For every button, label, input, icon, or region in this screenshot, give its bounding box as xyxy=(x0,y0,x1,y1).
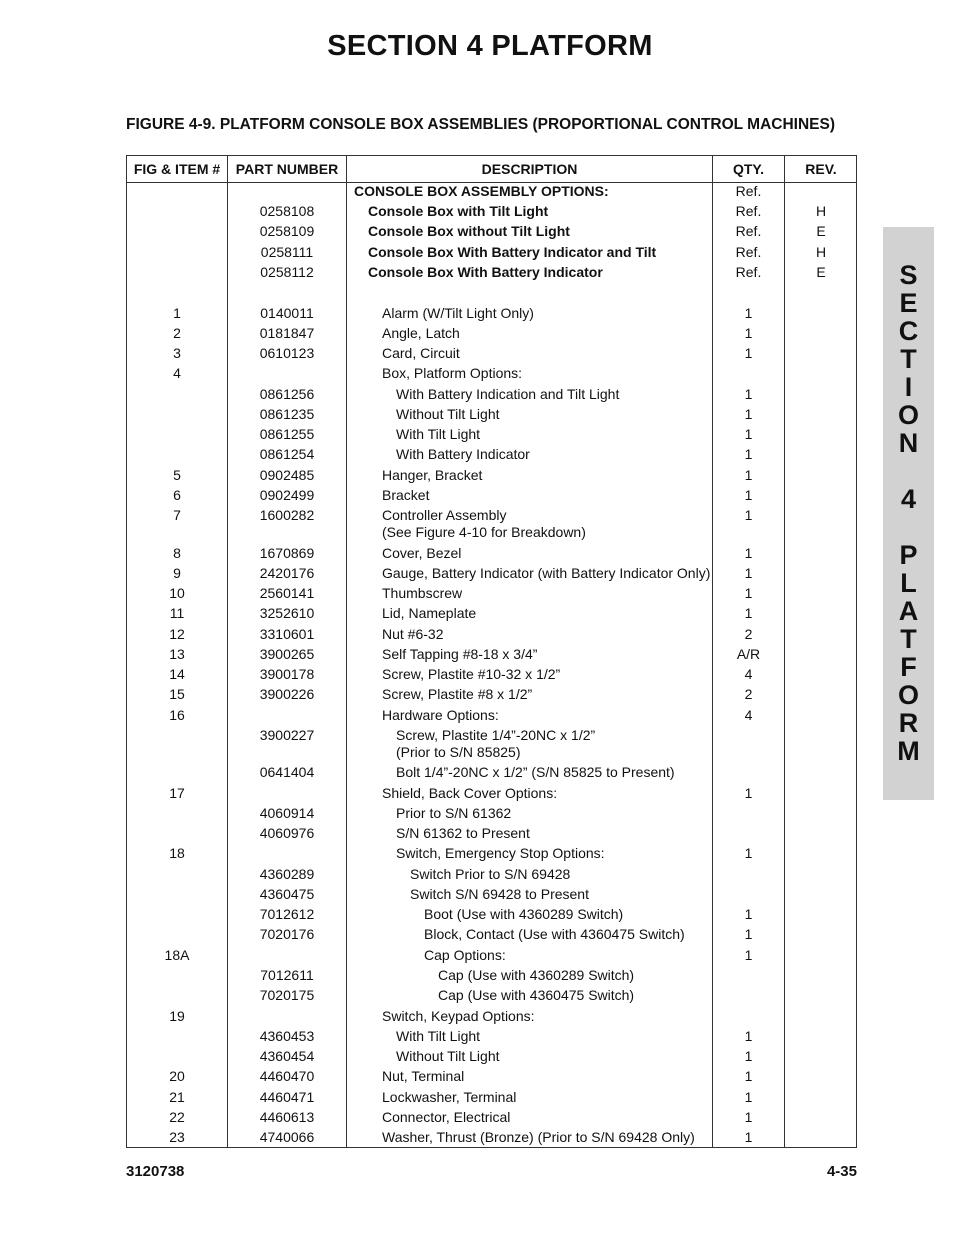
cell-part-number: 0258112 xyxy=(260,264,314,280)
column-divider xyxy=(784,156,785,1147)
cell-qty: Ref. xyxy=(735,223,762,239)
cell-qty: 4 xyxy=(744,707,753,723)
figure-title: FIGURE 4-9. PLATFORM CONSOLE BOX ASSEMBLIES (PROPORTIONAL CONTROL MACHINES) xyxy=(126,116,836,133)
cell-description: With Tilt Light xyxy=(396,1028,481,1044)
cell-description: Console Box With Battery Indicator xyxy=(368,264,603,280)
cell-fig-item: 5 xyxy=(173,467,181,483)
cell-qty: Ref. xyxy=(735,264,762,280)
cell-qty: 1 xyxy=(744,1109,753,1125)
section-title: SECTION 4 PLATFORM xyxy=(327,30,653,62)
cell-description: Screw, Plastite #8 x 1/2” xyxy=(382,686,533,702)
cell-description: Thumbscrew xyxy=(382,585,463,601)
cell-description: Nut #6-32 xyxy=(382,626,444,642)
cell-fig-item: 17 xyxy=(169,785,185,801)
cell-part-number: 7012612 xyxy=(259,906,315,922)
column-divider xyxy=(346,156,347,1147)
cell-description: Cover, Bezel xyxy=(382,545,462,561)
cell-description: With Battery Indicator xyxy=(396,446,530,462)
cell-qty: 1 xyxy=(744,386,753,402)
cell-description: Switch, Emergency Stop Options: xyxy=(396,845,605,861)
cell-fig-item: 21 xyxy=(169,1089,185,1105)
section-side-tab xyxy=(883,227,934,800)
cell-fig-item: 2 xyxy=(173,325,181,341)
cell-fig-item: 12 xyxy=(169,626,185,642)
cell-fig-item: 20 xyxy=(169,1068,185,1084)
cell-part-number: 0902485 xyxy=(259,467,315,483)
cell-part-number: 7020175 xyxy=(259,987,315,1003)
cell-qty: 1 xyxy=(744,1028,753,1044)
cell-part-number: 0902499 xyxy=(259,487,315,503)
cell-part-number: 0861256 xyxy=(259,386,315,402)
cell-description: Cap (Use with 4360475 Switch) xyxy=(438,987,635,1003)
cell-description: Boot (Use with 4360289 Switch) xyxy=(424,906,624,922)
cell-part-number: 1600282 xyxy=(259,507,315,523)
cell-part-number: 0641404 xyxy=(259,764,315,780)
cell-part-number: 1670869 xyxy=(259,545,315,561)
cell-part-number: 4360289 xyxy=(259,866,315,882)
cell-fig-item: 18 xyxy=(169,845,185,861)
cell-fig-item: 19 xyxy=(169,1008,185,1024)
cell-qty: 4 xyxy=(744,666,753,682)
cell-qty: 1 xyxy=(744,1068,753,1084)
cell-fig-item: 14 xyxy=(169,666,185,682)
cell-part-number: 3900178 xyxy=(259,666,315,682)
cell-description: Screw, Plastite #10-32 x 1/2” xyxy=(382,666,561,682)
cell-description: Screw, Plastite 1/4”-20NC x 1/2” (Prior to S/N 85825) xyxy=(396,727,596,760)
cell-description: Bolt 1/4”-20NC x 1/2” (S/N 85825 to Present) xyxy=(396,764,675,780)
cell-fig-item: 18A xyxy=(164,947,190,963)
cell-description: Block, Contact (Use with 4360475 Switch) xyxy=(424,926,685,942)
cell-part-number: 4460613 xyxy=(259,1109,315,1125)
cell-description: Prior to S/N 61362 xyxy=(396,805,512,821)
cell-description: Nut, Terminal xyxy=(382,1068,465,1084)
cell-description: Cap (Use with 4360289 Switch) xyxy=(438,967,635,983)
cell-qty: 1 xyxy=(744,406,753,422)
cell-part-number: 4060976 xyxy=(259,825,315,841)
cell-qty: 1 xyxy=(744,585,753,601)
cell-qty: 1 xyxy=(744,507,753,523)
document-number: 3120738 xyxy=(126,1163,185,1180)
cell-description: Alarm (W/Tilt Light Only) xyxy=(382,305,534,321)
cell-qty: 1 xyxy=(744,1089,753,1105)
cell-part-number: 0861254 xyxy=(259,446,315,462)
cell-part-number: 7012611 xyxy=(260,967,314,983)
cell-part-number: 2560141 xyxy=(259,585,315,601)
page-number: 4-35 xyxy=(826,1163,857,1180)
header-fig-item: FIG & ITEM # xyxy=(133,161,221,177)
cell-qty: 2 xyxy=(744,686,753,702)
cell-description: With Battery Indication and Tilt Light xyxy=(396,386,620,402)
cell-qty: Ref. xyxy=(735,244,762,260)
cell-description: Without Tilt Light xyxy=(396,406,500,422)
cell-qty: 1 xyxy=(744,545,753,561)
cell-fig-item: 10 xyxy=(169,585,185,601)
cell-part-number: 0610123 xyxy=(259,345,315,361)
cell-description: S/N 61362 to Present xyxy=(396,825,530,841)
cell-fig-item: 7 xyxy=(173,507,181,523)
cell-part-number: 3252610 xyxy=(259,605,315,621)
cell-part-number: 4060914 xyxy=(259,805,315,821)
parts-table xyxy=(126,155,857,1148)
cell-fig-item: 22 xyxy=(169,1109,185,1125)
cell-fig-item: 11 xyxy=(169,605,185,621)
cell-part-number: 4360454 xyxy=(259,1048,315,1064)
cell-fig-item: 15 xyxy=(169,686,185,702)
cell-part-number: 4740066 xyxy=(259,1129,315,1145)
cell-fig-item: 16 xyxy=(169,707,185,723)
cell-fig-item: 6 xyxy=(173,487,181,503)
table-header xyxy=(127,156,856,183)
cell-description: Switch, Keypad Options: xyxy=(382,1008,535,1024)
header-rev: REV. xyxy=(805,161,837,177)
cell-fig-item: 1 xyxy=(173,305,181,321)
cell-fig-item: 4 xyxy=(173,365,181,381)
cell-description: Without Tilt Light xyxy=(396,1048,500,1064)
cell-qty: 1 xyxy=(744,467,753,483)
cell-description: Switch S/N 69428 to Present xyxy=(410,886,589,902)
cell-part-number: 0861255 xyxy=(259,426,315,442)
cell-fig-item: 9 xyxy=(173,565,181,581)
cell-part-number: 0181847 xyxy=(259,325,315,341)
cell-description: Connector, Electrical xyxy=(382,1109,511,1125)
cell-description: Gauge, Battery Indicator (with Battery Indicator Only) xyxy=(382,565,711,581)
cell-fig-item: 8 xyxy=(173,545,181,561)
cell-qty: 1 xyxy=(744,426,753,442)
cell-qty: 1 xyxy=(744,1129,753,1145)
cell-qty: 1 xyxy=(744,1048,753,1064)
cell-rev: H xyxy=(815,203,827,219)
cell-qty: 1 xyxy=(744,845,753,861)
cell-part-number: 4360453 xyxy=(259,1028,315,1044)
cell-description: Angle, Latch xyxy=(382,325,460,341)
cell-fig-item: 23 xyxy=(169,1129,185,1145)
cell-description: Hanger, Bracket xyxy=(382,467,483,483)
cell-description: Console Box With Battery Indicator and Tilt xyxy=(368,244,657,260)
header-description: DESCRIPTION xyxy=(481,161,578,177)
cell-qty: 1 xyxy=(744,305,753,321)
cell-qty: 1 xyxy=(744,926,753,942)
cell-qty: 1 xyxy=(744,605,753,621)
cell-part-number: 0140011 xyxy=(260,305,314,321)
cell-description: Cap Options: xyxy=(424,947,506,963)
cell-description: Self Tapping #8-18 x 3/4” xyxy=(382,646,538,662)
cell-rev: H xyxy=(815,244,827,260)
cell-part-number: 3900227 xyxy=(259,727,315,743)
cell-fig-item: 13 xyxy=(169,646,185,662)
cell-part-number: 3310601 xyxy=(259,626,315,642)
cell-qty: Ref. xyxy=(735,183,762,199)
cell-description: Controller Assembly (See Figure 4-10 for Breakdown) xyxy=(382,507,586,540)
cell-description: Lid, Nameplate xyxy=(382,605,477,621)
cell-qty: 1 xyxy=(744,947,753,963)
side-tab-text: S E C T I O N 4 P L A T F O R M xyxy=(897,260,920,766)
cell-qty: 1 xyxy=(744,487,753,503)
cell-qty: 1 xyxy=(744,785,753,801)
cell-part-number: 3900226 xyxy=(259,686,315,702)
column-divider xyxy=(227,156,228,1147)
cell-part-number: 0258108 xyxy=(259,203,315,219)
cell-description: Hardware Options: xyxy=(382,707,499,723)
cell-description: Shield, Back Cover Options: xyxy=(382,785,558,801)
cell-qty: 1 xyxy=(744,446,753,462)
cell-rev: E xyxy=(816,264,826,280)
cell-part-number: 2420176 xyxy=(259,565,315,581)
cell-description: Bracket xyxy=(382,487,430,503)
cell-qty: 1 xyxy=(744,345,753,361)
cell-description: Box, Platform Options: xyxy=(382,365,523,381)
cell-description: CONSOLE BOX ASSEMBLY OPTIONS: xyxy=(354,183,609,199)
cell-qty: A/R xyxy=(736,646,761,662)
cell-description: Switch Prior to S/N 69428 xyxy=(410,866,571,882)
cell-description: With Tilt Light xyxy=(396,426,481,442)
cell-part-number: 4360475 xyxy=(259,886,315,902)
cell-part-number: 3900265 xyxy=(259,646,315,662)
cell-qty: Ref. xyxy=(735,203,762,219)
cell-part-number: 4460471 xyxy=(259,1089,315,1105)
cell-description: Lockwasher, Terminal xyxy=(382,1089,517,1105)
cell-part-number: 0861235 xyxy=(259,406,315,422)
cell-qty: 1 xyxy=(744,325,753,341)
cell-part-number: 7020176 xyxy=(259,926,315,942)
cell-description: Washer, Thrust (Bronze) (Prior to S/N 69428 Only) xyxy=(382,1129,695,1145)
cell-rev: E xyxy=(816,223,826,239)
cell-part-number: 0258111 xyxy=(260,244,314,260)
cell-part-number: 4460470 xyxy=(259,1068,315,1084)
header-qty: QTY. xyxy=(732,161,765,177)
cell-description: Card, Circuit xyxy=(382,345,460,361)
header-part-number: PART NUMBER xyxy=(235,161,339,177)
cell-fig-item: 3 xyxy=(173,345,181,361)
cell-description: Console Box with Tilt Light xyxy=(368,203,549,219)
cell-qty: 2 xyxy=(744,626,753,642)
cell-description: Console Box without Tilt Light xyxy=(368,223,570,239)
cell-qty: 1 xyxy=(744,565,753,581)
cell-qty: 1 xyxy=(744,906,753,922)
cell-part-number: 0258109 xyxy=(259,223,315,239)
